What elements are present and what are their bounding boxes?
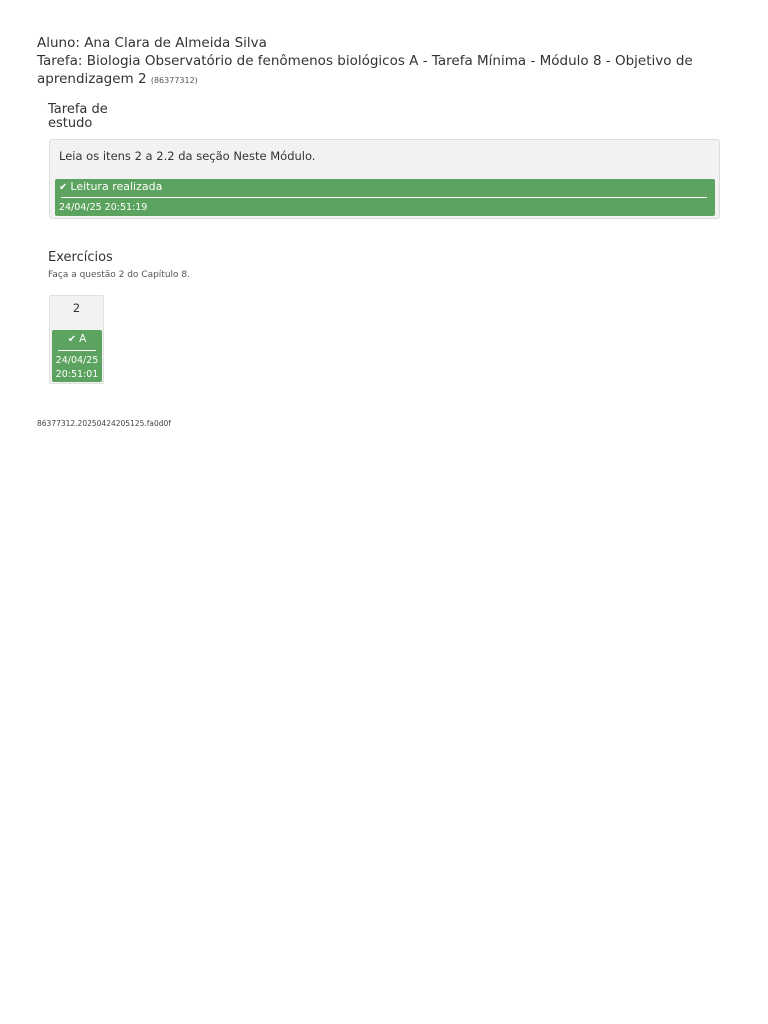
reading-status-time: 24/04/25 20:51:19 [59, 202, 148, 213]
document-code: 86377312.20250424205125.fa0d0f [37, 419, 171, 428]
divider [58, 350, 96, 351]
check-icon: ✔ [67, 334, 77, 345]
exercises-section-title: Exercícios [48, 250, 113, 265]
header [37, 34, 737, 90]
study-instruction: Leia os itens 2 a 2.2 da seção Neste Módulo. [59, 149, 316, 163]
question-answer-row [52, 332, 102, 347]
study-task-box [49, 139, 720, 219]
question-answer-date: 24/04/25 [55, 355, 99, 366]
student-name: Aluno: Ana Clara de Almeida Silva [37, 35, 267, 51]
question-answer-time: 20:51:01 [55, 369, 99, 380]
question-answer: A [79, 333, 87, 345]
task-code: (86377312) [150, 76, 198, 85]
task-title [37, 52, 737, 90]
reading-status-badge [55, 179, 715, 216]
question-number: 2 [72, 301, 81, 315]
reading-status-label-row [59, 180, 162, 195]
question-answer-badge [52, 330, 102, 382]
reading-status-label: Leitura realizada [70, 180, 163, 193]
question-card [49, 295, 104, 384]
divider [61, 197, 707, 198]
study-section-title: Tarefa de estudo [48, 102, 108, 131]
task-title-text: Tarefa: Biologia Observatório de fenômenos biológicos A - Tarefa Mínima - Módulo 8 - Objetivo de aprendizagem 2 [37, 53, 693, 87]
check-icon: ✔ [59, 182, 68, 193]
exercises-instruction: Faça a questão 2 do Capítulo 8. [48, 270, 190, 280]
